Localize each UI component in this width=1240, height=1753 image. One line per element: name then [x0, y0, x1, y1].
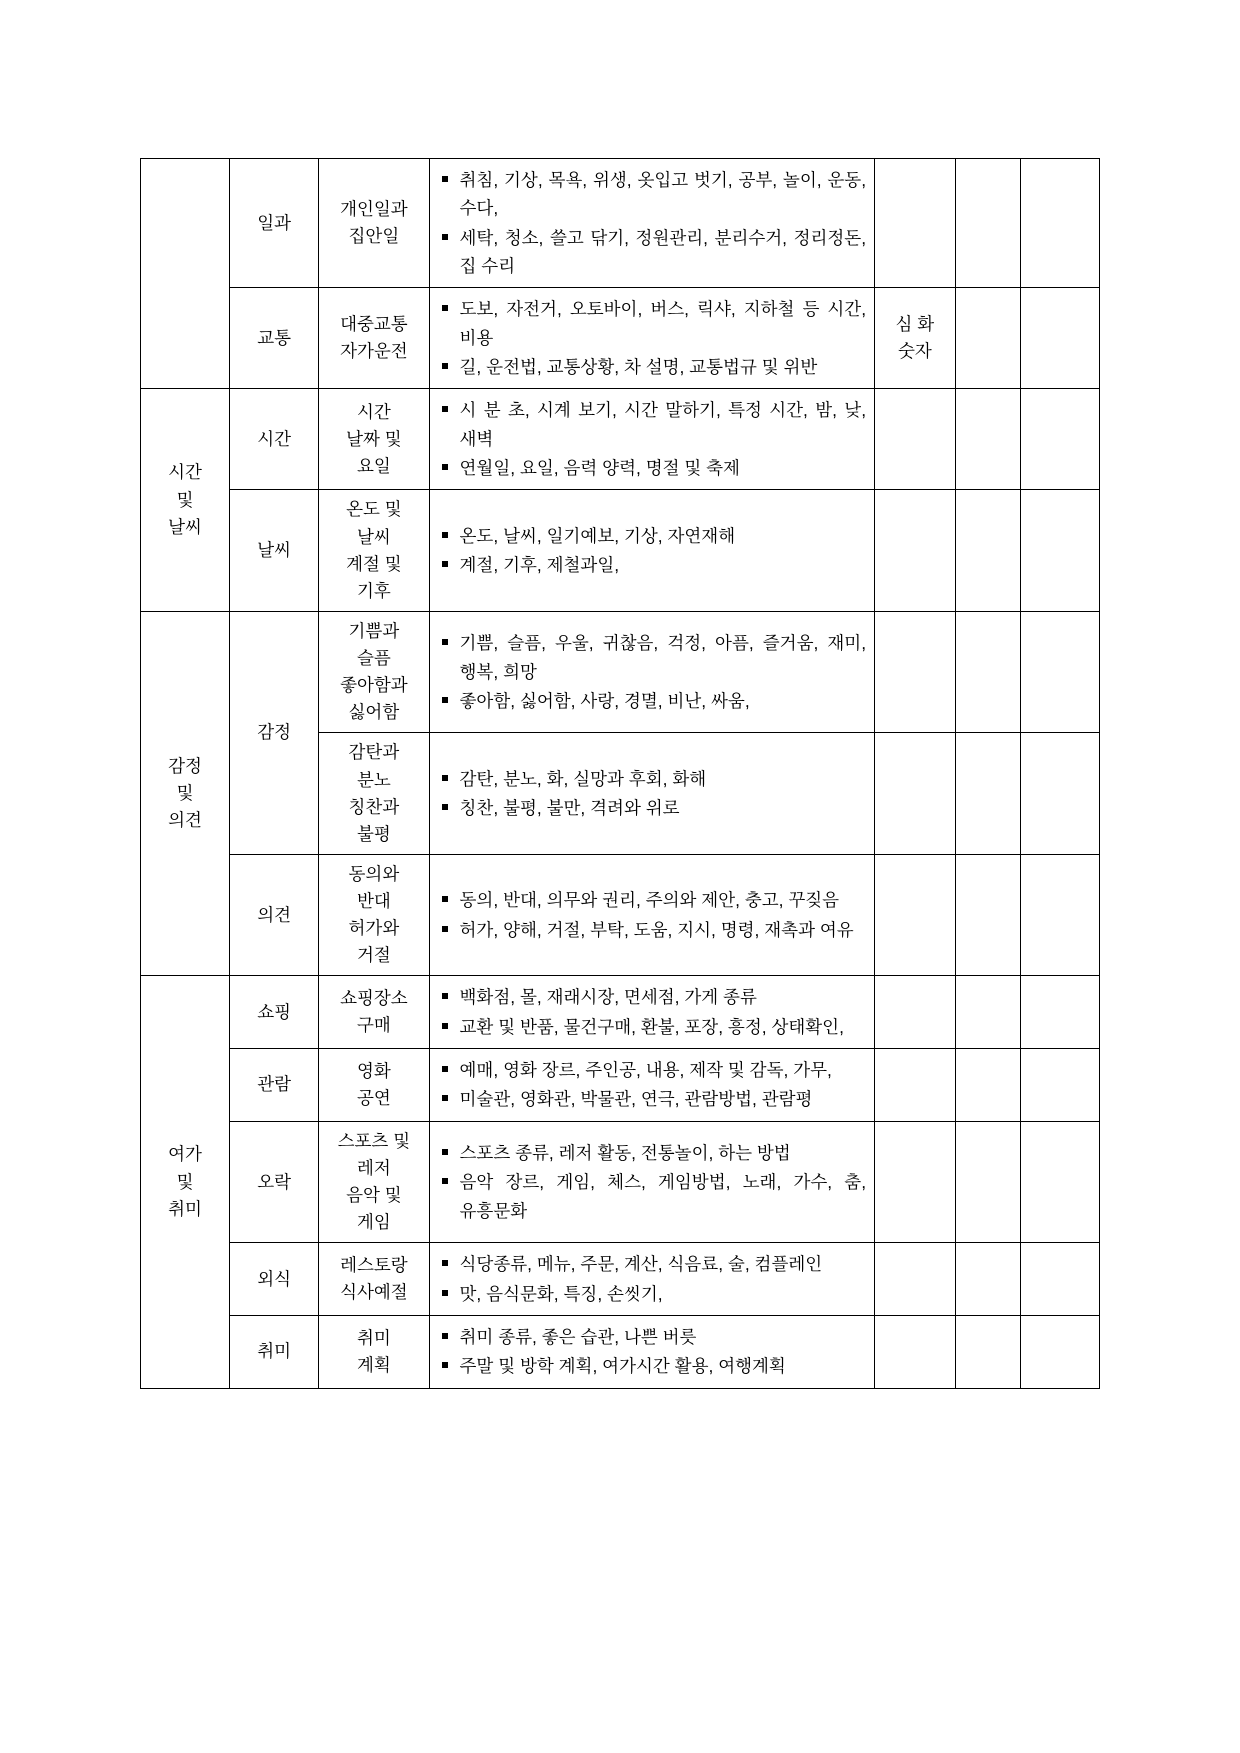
subtopic-cell: [319, 976, 429, 1049]
table-row: [141, 159, 1100, 288]
detail-list: [438, 396, 867, 482]
detail-cell: [429, 1049, 875, 1122]
subtopic-cell: [319, 490, 429, 612]
blank-cell-1: [955, 1121, 1021, 1243]
subtopic-line: 계획: [356, 1354, 391, 1375]
area-line: 취미: [168, 1198, 202, 1219]
subtopic-cell: [319, 1121, 429, 1243]
blank-cell-2: [1021, 490, 1100, 612]
subtopic-line: 식사예절: [340, 1282, 408, 1303]
detail-item: 연월일, 요일, 음력 양력, 명절 및 축제: [438, 454, 867, 482]
subtopic-line: 집안일: [348, 226, 400, 247]
curriculum-table: [140, 158, 1100, 1389]
subtopic-cell: [319, 159, 429, 288]
detail-cell: [429, 490, 875, 612]
subtopic-line: 날씨: [356, 526, 391, 547]
subtopic-cell: [319, 288, 429, 389]
area-line: 시간: [168, 462, 202, 483]
blank-cell-1: [955, 288, 1021, 389]
blank-cell-1: [955, 1243, 1021, 1316]
note-cell: [875, 1049, 956, 1122]
topic-label: 관람: [257, 1074, 292, 1095]
subtopic-line: 요일: [356, 455, 391, 476]
detail-list: [438, 166, 867, 280]
area-line: 및: [176, 783, 194, 804]
subtopic-line: 허가와: [348, 918, 400, 939]
subtopic-line: 분노: [356, 769, 391, 790]
table-row: [141, 1243, 1100, 1316]
subtopic-line: 감탄과: [348, 742, 400, 763]
area-cell: [141, 611, 230, 976]
subtopic-line: 스포츠 및: [337, 1130, 411, 1151]
detail-list: [438, 886, 867, 944]
note-line: 숫자: [897, 341, 932, 362]
subtopic-line: 계절 및: [346, 553, 402, 574]
detail-item: 맛, 음식문화, 특징, 손씻기,: [438, 1280, 867, 1308]
subtopic-cell: [319, 854, 429, 976]
blank-cell-1: [955, 1316, 1021, 1389]
subtopic-cell: [319, 1049, 429, 1122]
subtopic-line: 레저: [356, 1157, 391, 1178]
blank-cell-2: [1021, 1121, 1100, 1243]
area-line: 및: [176, 489, 194, 510]
area-cell: [141, 976, 230, 1388]
blank-cell-1: [955, 159, 1021, 288]
topic-label: 시간: [257, 428, 292, 449]
note-cell: [875, 1243, 956, 1316]
subtopic-line: 싫어함: [348, 702, 400, 723]
blank-cell-2: [1021, 1243, 1100, 1316]
detail-item: 길, 운전법, 교통상황, 차 설명, 교통법규 및 위반: [438, 353, 867, 381]
detail-item: 교환 및 반품, 물건구매, 환불, 포장, 흥정, 상태확인,: [438, 1013, 867, 1041]
topic-cell: [230, 976, 319, 1049]
detail-item: 예매, 영화 장르, 주인공, 내용, 제작 및 감독, 가무,: [438, 1056, 867, 1084]
topic-cell: [230, 611, 319, 854]
subtopic-line: 날짜 및: [346, 428, 402, 449]
subtopic-line: 칭찬과: [348, 796, 400, 817]
topic-cell: [230, 389, 319, 490]
subtopic-line: 대중교통: [340, 314, 408, 335]
subtopic-cell: [319, 1316, 429, 1389]
blank-cell-1: [955, 976, 1021, 1049]
subtopic-line: 영화: [356, 1060, 391, 1081]
blank-cell-1: [955, 611, 1021, 733]
subtopic-cell: [319, 733, 429, 855]
area-cell: [141, 159, 230, 389]
topic-cell: [230, 1243, 319, 1316]
topic-label: 교통: [257, 327, 292, 348]
note-cell: [875, 1316, 956, 1389]
topic-label: 외식: [257, 1268, 292, 1289]
subtopic-line: 레스토랑: [340, 1255, 408, 1276]
subtopic-line: 개인일과: [340, 199, 408, 220]
subtopic-line: 취미: [356, 1327, 391, 1348]
subtopic-line: 공연: [356, 1087, 391, 1108]
topic-label: 의견: [257, 904, 292, 925]
detail-item: 감탄, 분노, 화, 실망과 후회, 화해: [438, 765, 867, 793]
detail-item: 칭찬, 불평, 불만, 격려와 위로: [438, 794, 867, 822]
table-row: [141, 389, 1100, 490]
blank-cell-2: [1021, 1316, 1100, 1389]
subtopic-line: 쇼핑장소: [340, 988, 408, 1009]
table-row: [141, 288, 1100, 389]
detail-list: [438, 1056, 867, 1114]
blank-cell-2: [1021, 976, 1100, 1049]
detail-item: 취침, 기상, 목욕, 위생, 옷입고 벗기, 공부, 놀이, 운동, 수다,: [438, 166, 867, 223]
area-cell: [141, 389, 230, 612]
topic-cell: [230, 1049, 319, 1122]
detail-item: 좋아함, 싫어함, 사랑, 경멸, 비난, 싸움,: [438, 687, 867, 715]
subtopic-line: 게임: [356, 1212, 391, 1233]
blank-cell-1: [955, 733, 1021, 855]
detail-list: [438, 1139, 867, 1225]
detail-cell: [429, 1243, 875, 1316]
note-cell: [875, 611, 956, 733]
detail-item: 동의, 반대, 의무와 권리, 주의와 제안, 충고, 꾸짖음: [438, 886, 867, 914]
detail-item: 식당종류, 메뉴, 주문, 계산, 식음료, 술, 컴플레인: [438, 1250, 867, 1278]
detail-cell: [429, 159, 875, 288]
topic-label: 오락: [257, 1171, 292, 1192]
detail-item: 시 분 초, 시계 보기, 시간 말하기, 특정 시간, 밤, 낮, 새벽: [438, 396, 867, 453]
note-cell: [875, 733, 956, 855]
detail-cell: [429, 288, 875, 389]
detail-list: [438, 522, 867, 580]
blank-cell-1: [955, 389, 1021, 490]
detail-item: 주말 및 방학 계획, 여가시간 활용, 여행계획: [438, 1352, 867, 1380]
topic-cell: [230, 490, 319, 612]
note-cell: [875, 389, 956, 490]
detail-list: [438, 765, 867, 823]
detail-item: 스포츠 종류, 레저 활동, 전통놀이, 하는 방법: [438, 1139, 867, 1167]
detail-item: 허가, 양해, 거절, 부탁, 도움, 지시, 명령, 재촉과 여유: [438, 916, 867, 944]
detail-cell: [429, 1316, 875, 1389]
subtopic-line: 슬픔: [356, 648, 391, 669]
subtopic-line: 동의와: [348, 863, 400, 884]
subtopic-cell: [319, 611, 429, 733]
detail-list: [438, 629, 867, 715]
detail-cell: [429, 854, 875, 976]
subtopic-line: 거절: [356, 945, 391, 966]
subtopic-line: 반대: [356, 891, 391, 912]
blank-cell-2: [1021, 389, 1100, 490]
topic-label: 일과: [257, 212, 292, 233]
topic-cell: [230, 1316, 319, 1389]
detail-list: [438, 1323, 867, 1381]
subtopic-line: 불평: [356, 823, 391, 844]
blank-cell-1: [955, 1049, 1021, 1122]
blank-cell-2: [1021, 733, 1100, 855]
table-row: [141, 490, 1100, 612]
subtopic-cell: [319, 389, 429, 490]
detail-list: [438, 983, 867, 1041]
subtopic-line: 구매: [356, 1015, 391, 1036]
topic-cell: [230, 159, 319, 288]
subtopic-line: 음악 및: [346, 1185, 402, 1206]
detail-item: 도보, 자전거, 오토바이, 버스, 릭샤, 지하철 등 시간, 비용: [438, 295, 867, 352]
detail-item: 기쁨, 슬픔, 우울, 귀찮음, 걱정, 아픔, 즐거움, 재미, 행복, 희망: [438, 629, 867, 686]
detail-cell: [429, 1121, 875, 1243]
note-cell: [875, 288, 956, 389]
blank-cell-2: [1021, 1049, 1100, 1122]
topic-label: 쇼핑: [257, 1001, 292, 1022]
table-row: [141, 1316, 1100, 1389]
note-cell: [875, 490, 956, 612]
detail-item: 세탁, 청소, 쓸고 닦기, 정원관리, 분리수거, 정리정돈, 집 수리: [438, 224, 867, 281]
area-line: 및: [176, 1171, 194, 1192]
topic-cell: [230, 1121, 319, 1243]
detail-item: 미술관, 영화관, 박물관, 연극, 관람방법, 관람평: [438, 1085, 867, 1113]
area-line: 감정: [168, 756, 202, 776]
note-line: 심 화: [895, 314, 935, 335]
blank-cell-2: [1021, 159, 1100, 288]
detail-item: 계절, 기후, 제철과일,: [438, 551, 867, 579]
note-cell: [875, 159, 956, 288]
table-row: [141, 1049, 1100, 1122]
subtopic-line: 자가운전: [340, 341, 408, 362]
blank-cell-2: [1021, 854, 1100, 976]
note-cell: [875, 976, 956, 1049]
detail-list: [438, 295, 867, 381]
detail-cell: [429, 976, 875, 1049]
subtopic-line: 기쁨과: [348, 620, 400, 641]
topic-label: 취미: [257, 1341, 292, 1362]
blank-cell-2: [1021, 288, 1100, 389]
blank-cell-2: [1021, 611, 1100, 733]
topic-cell: [230, 854, 319, 976]
table-row: [141, 611, 1100, 733]
detail-item: 백화점, 몰, 재래시장, 면세점, 가게 종류: [438, 983, 867, 1011]
topic-label: 감정: [257, 722, 292, 743]
table-row: [141, 1121, 1100, 1243]
topic-cell: [230, 288, 319, 389]
detail-item: 음악 장르, 게임, 체스, 게임방법, 노래, 가수, 춤, 유흥문화: [438, 1168, 867, 1225]
area-line: 날씨: [168, 516, 202, 537]
area-line: 여가: [168, 1144, 202, 1165]
detail-cell: [429, 611, 875, 733]
blank-cell-1: [955, 854, 1021, 976]
detail-item: 온도, 날씨, 일기예보, 기상, 자연재해: [438, 522, 867, 550]
subtopic-line: 좋아함과: [340, 675, 408, 696]
blank-cell-1: [955, 490, 1021, 612]
note-cell: [875, 1121, 956, 1243]
area-line: 의견: [168, 810, 202, 831]
detail-list: [438, 1250, 867, 1308]
subtopic-line: 시간: [356, 401, 391, 422]
subtopic-line: 온도 및: [346, 499, 402, 520]
detail-cell: [429, 389, 875, 490]
topic-label: 날씨: [257, 540, 292, 561]
detail-item: 취미 종류, 좋은 습관, 나쁜 버릇: [438, 1323, 867, 1351]
detail-cell: [429, 733, 875, 855]
table-row: [141, 854, 1100, 976]
subtopic-line: 기후: [356, 580, 391, 601]
subtopic-cell: [319, 1243, 429, 1316]
table-row: [141, 976, 1100, 1049]
note-cell: [875, 854, 956, 976]
table-body: [141, 159, 1100, 1389]
